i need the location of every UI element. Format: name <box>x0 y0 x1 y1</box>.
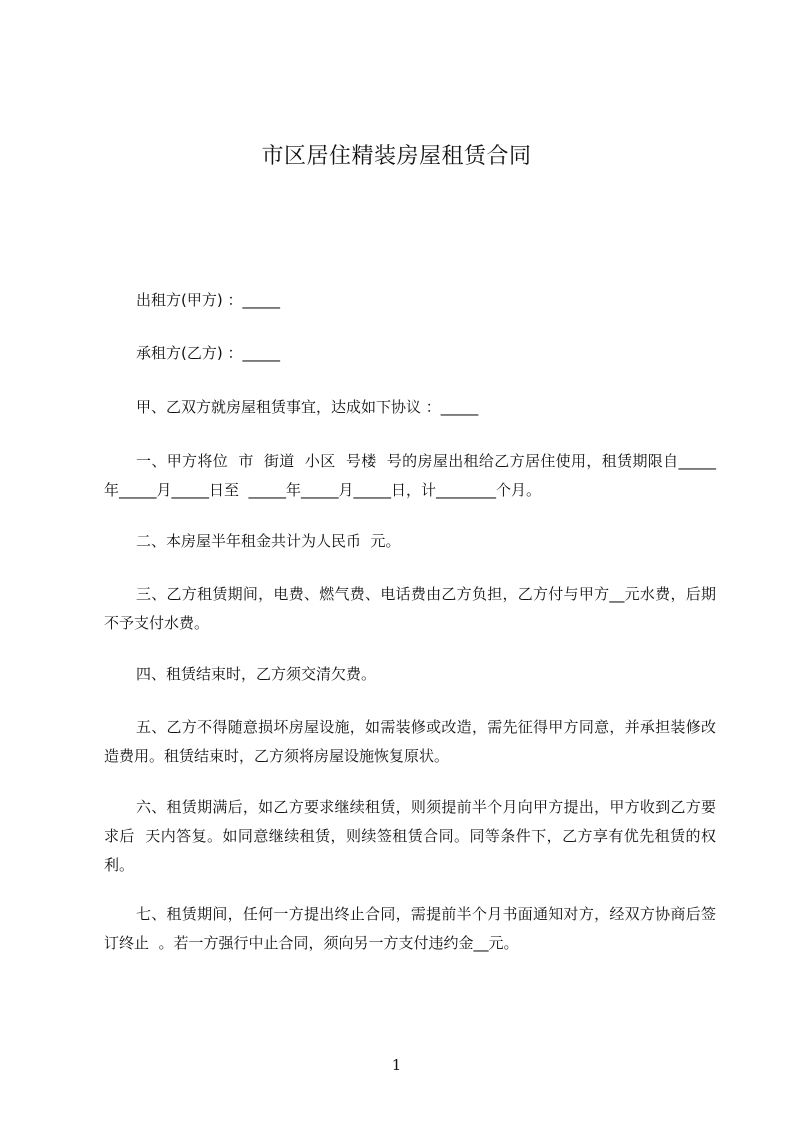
clause-7: 七、租赁期间，任何一方提出终止合同，需提前半个月书面通知对方，经双方协商后签订终止 。若一方强行中止合同，须向另一方支付违约金__元。 <box>104 905 716 952</box>
clause-3: 三、乙方租赁期间，电费、燃气费、电话费由乙方负担，乙方付与甲方__元水费，后期不予支付水费。 <box>104 585 716 632</box>
agreement-intro: 甲、乙双方就房屋租赁事宜，达成如下协议 ：_____ <box>136 398 479 416</box>
clause-1: 一、甲方将位 市 街道 小区 号楼 号的房屋出租给乙方居住使用，租赁期限自_____年_____月_____日至 _____年_____月_____日，计________个月。 <box>104 452 716 499</box>
clause-6: 六、租赁期满后，如乙方要求继续租赁，则须提前半个月向甲方提出，甲方收到乙方要求后 天内答复。如同意继续租赁，则续签租赁合同。同等条件下，乙方享有优先租赁的权利。 <box>104 798 716 874</box>
clause-5: 五、乙方不得随意损坏房屋设施，如需装修或改造，需先征得甲方同意，并承担装修改造费用。租赁结束时，乙方须将房屋设施恢复原状。 <box>104 718 716 765</box>
lessee-line: 承租方(乙方) ：_____ <box>136 344 280 362</box>
lessor-line: 出租方(甲方) ：_____ <box>136 291 280 309</box>
page-number: 1 <box>391 1056 402 1074</box>
clause-4: 四、租赁结束时，乙方须交清欠费。 <box>136 665 377 683</box>
document-title: 市区居住精装房屋租赁合同 <box>261 144 532 169</box>
clause-2: 二、本房屋半年租金共计为人民币 元。 <box>136 532 401 550</box>
